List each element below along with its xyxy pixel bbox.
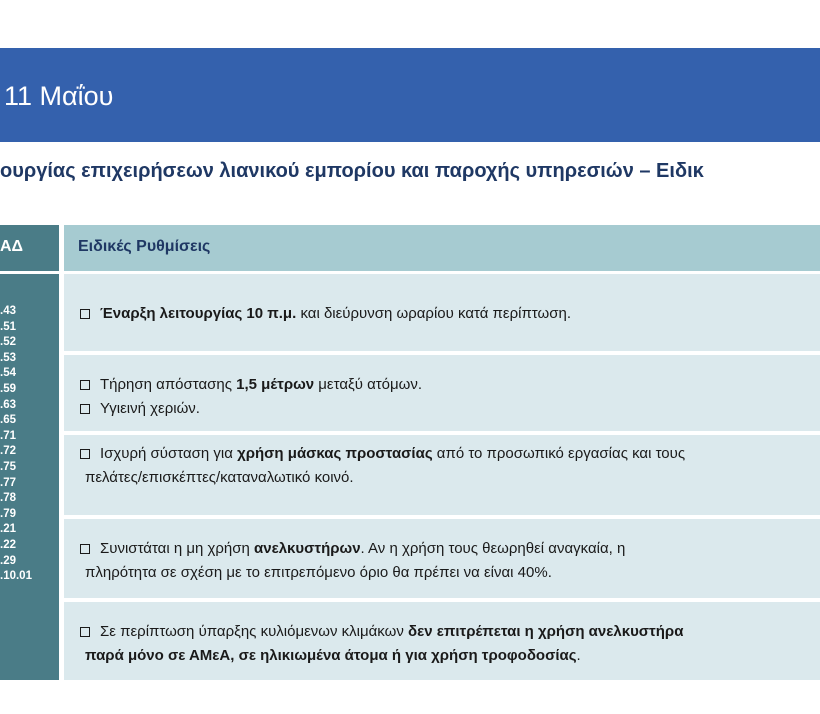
checkbox-bullet-icon <box>80 449 90 459</box>
code-item: .10.01 <box>0 570 32 583</box>
codes-list <box>0 304 32 585</box>
rule-text: Σε περίπτωση ύπαρξης κυλιόμενων κλιμάκων <box>100 623 408 640</box>
code-item: .65 <box>0 414 16 427</box>
code-item: .51 <box>0 320 16 333</box>
rule-bold-text: 1,5 μέτρων <box>236 376 315 393</box>
rule-row-opening-hours <box>64 274 820 351</box>
rules-column-header-label: Ειδικές Ρυθμίσεις <box>78 238 211 255</box>
code-item: .22 <box>0 538 16 551</box>
rule-text: Συνιστάται η μη χρήση <box>100 540 255 557</box>
rule-text: Τήρηση απόστασης <box>100 376 237 393</box>
rule-row-escalators <box>64 602 820 680</box>
rule-text: Ισχυρή σύσταση για <box>100 445 238 462</box>
rule-bold-text: χρήση μάσκας προστασίας <box>237 445 433 462</box>
rule-text: . Αν η χρήση τους θεωρηθεί αναγκαία, η <box>360 540 626 557</box>
rule-text: πληρότητα σε σχέση με το επιτρεπόμενο όριο θα πρέπει να είναι 40%. <box>85 564 552 581</box>
code-item: .53 <box>0 351 16 364</box>
code-item: .72 <box>0 445 16 458</box>
rules-column-header <box>64 225 820 271</box>
code-item: .78 <box>0 492 16 505</box>
checkbox-bullet-icon <box>80 309 90 319</box>
code-item: .54 <box>0 367 16 380</box>
rule-text: και διεύρυνση ωραρίου κατά περίπτωση. <box>296 305 571 322</box>
codes-column-header-label: ΑΔ <box>0 238 24 255</box>
slide-title: 11 Μαΐου <box>4 81 114 111</box>
rule-row-elevators <box>64 519 820 598</box>
rule-text: πελάτες/επισκέπτες/καταναλωτικό κοινό. <box>85 469 354 486</box>
rule-bold-text: δεν επιτρέπεται η χρήση ανελκυστήρα <box>408 623 684 640</box>
code-item: .21 <box>0 523 16 536</box>
slide-subtitle: ουργίας επιχειρήσεων λιανικού εμπορίου και παροχής υπηρεσιών – Ειδικ <box>0 160 704 182</box>
rule-bold-text: ανελκυστήρων <box>254 540 361 557</box>
checkbox-bullet-icon <box>80 627 90 637</box>
rule-bold-text: παρά μόνο σε ΑΜεΑ, σε ηλικιωμένα άτομα ή για χρήση τροφοδοσίας <box>85 647 577 664</box>
checkbox-bullet-icon <box>80 544 90 554</box>
rule-text: μεταξύ ατόμων. <box>314 376 423 393</box>
rule-bold-text: Έναρξη λειτουργίας 10 π.μ. <box>100 305 297 322</box>
rule-text: . <box>576 647 581 664</box>
code-item: .71 <box>0 429 16 442</box>
rule-text: από το προσωπικό εργασίας και τους <box>432 445 686 462</box>
title-bar <box>0 48 820 142</box>
rule-text: Υγιεινή χεριών. <box>100 400 200 417</box>
code-item: .79 <box>0 507 16 520</box>
code-item: .75 <box>0 460 16 473</box>
code-item: .59 <box>0 382 16 395</box>
code-item: .77 <box>0 476 16 489</box>
code-item: .29 <box>0 554 16 567</box>
code-item: .63 <box>0 398 16 411</box>
code-item: .52 <box>0 336 16 349</box>
checkbox-bullet-icon <box>80 404 90 414</box>
codes-column-header <box>0 225 59 271</box>
checkbox-bullet-icon <box>80 380 90 390</box>
rule-row-distance-hygiene <box>64 355 820 431</box>
rule-row-mask <box>64 435 820 515</box>
code-item: .43 <box>0 305 16 317</box>
